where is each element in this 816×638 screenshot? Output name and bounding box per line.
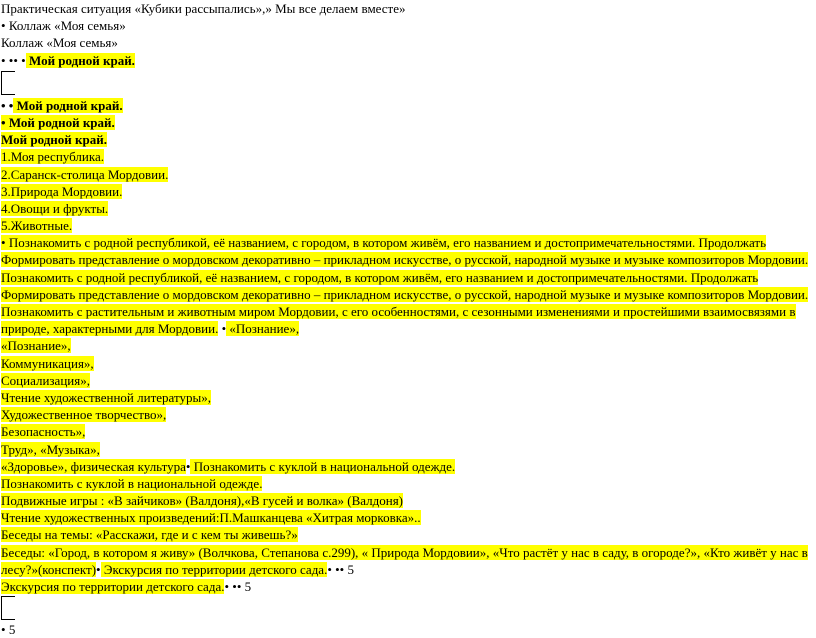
native-land-text: Мой родной край. bbox=[13, 97, 123, 113]
native-land-text: Мой родной край. bbox=[25, 52, 135, 68]
line-conversations-a bbox=[0, 544, 816, 561]
paragraph-2b bbox=[0, 286, 816, 303]
line-native-land-2 bbox=[0, 97, 816, 114]
area-item bbox=[0, 406, 816, 423]
bullet: • bbox=[1, 622, 6, 638]
conversations-text: Беседы: «Город, в котором я живу» (Волчкова, Степанова с.299), « Природа Мордовии», «Что растёт у нас в саду, в огороде?», «Кто живёт у нас в bbox=[1, 544, 808, 560]
number: 5 bbox=[5, 622, 16, 638]
paragraph-3a bbox=[0, 303, 816, 320]
bullets: • •• bbox=[327, 561, 345, 577]
games-text: Подвижные игры : «В зайчиков» (Валдоня),«В гусей и волка» (Валдоня) bbox=[1, 493, 403, 509]
paragraph-text: Познакомить с родной республикой, её названием, с городом, в котором живём, его названием и достопримечательностями. Продолжать bbox=[1, 269, 759, 285]
area-text: Коммуникация», bbox=[1, 355, 94, 371]
line-native-land-3 bbox=[0, 114, 816, 131]
line-native-land-4 bbox=[0, 131, 816, 148]
empty-box bbox=[1, 596, 15, 620]
area-item bbox=[0, 372, 816, 389]
bullet: • bbox=[185, 458, 191, 474]
area-text: Познакомить с куклой в национальной одежде. bbox=[190, 458, 456, 474]
list-item-text: 4.Овощи и фрукты. bbox=[1, 200, 109, 216]
area-text: Труд», «Музыка», bbox=[1, 441, 100, 457]
list-item-text: 5.Животные. bbox=[1, 218, 73, 234]
line-games bbox=[0, 492, 816, 509]
line-collage-bullet bbox=[0, 17, 816, 34]
paragraph-3b bbox=[0, 320, 816, 337]
list-item-text: 1.Моя республика. bbox=[1, 149, 104, 165]
line-native-land-1 bbox=[0, 52, 816, 69]
bullet: • bbox=[1, 235, 6, 251]
area-text: Художественное творчество», bbox=[1, 407, 167, 423]
number: 5 bbox=[344, 561, 354, 577]
area-text: Безопасность», bbox=[1, 424, 86, 440]
talks-text: Беседы на темы: «Расскажи, где и с кем ты живешь?» bbox=[1, 527, 298, 543]
collage-text: Коллаж «Моя семья» bbox=[5, 18, 126, 34]
paragraph-2a bbox=[0, 269, 816, 286]
list-item bbox=[0, 183, 816, 200]
paragraph-text: Формировать представление о мордовском декоративно – прикладном искусстве, о русской, народной музыке и музыке композиторов Мордовии. bbox=[1, 286, 809, 302]
paragraph-text: Формировать представление о мордовском декоративно – прикладном искусстве, о русской, народной музыке и музыке композиторов Мордовии. bbox=[1, 252, 809, 268]
list-item bbox=[0, 200, 816, 217]
list-item bbox=[0, 217, 816, 234]
line-doll bbox=[0, 475, 816, 492]
area-item bbox=[0, 458, 816, 475]
bullet: • bbox=[1, 114, 6, 130]
line-last bbox=[0, 621, 816, 638]
list-item bbox=[0, 166, 816, 183]
list-item bbox=[0, 148, 816, 165]
line-title: Практическая ситуация «Кубики рассыпались»,» Мы все делаем вместе» bbox=[1, 1, 406, 16]
area-item bbox=[0, 423, 816, 440]
conversations-text: лесу?»(конспект) bbox=[1, 561, 97, 577]
bullets: • • bbox=[1, 97, 14, 113]
area-text: «Познание», bbox=[1, 338, 71, 354]
bullet: • bbox=[218, 321, 227, 337]
area-text: «Здоровье», физическая культура bbox=[1, 458, 186, 474]
paragraph-text: «Познание», bbox=[226, 321, 300, 337]
line-collage: Коллаж «Моя семья» bbox=[1, 35, 118, 51]
native-land-text: Мой родной край. bbox=[1, 132, 107, 148]
area-text: Социализация», bbox=[1, 372, 90, 388]
area-item bbox=[0, 337, 816, 354]
line-excursion bbox=[0, 578, 816, 595]
paragraph-text: Познакомить с родной республикой, её названием, с городом, в котором живём, его названием и достопримечательностями. Продолжать bbox=[5, 235, 766, 251]
list-item-text: 3.Природа Мордовии. bbox=[1, 183, 123, 199]
area-item bbox=[0, 441, 816, 458]
bullets: • •• bbox=[224, 579, 242, 594]
area-item bbox=[0, 355, 816, 372]
area-text: Чтение художественной литературы», bbox=[1, 389, 211, 405]
number: 5 bbox=[241, 579, 252, 594]
paragraph-1b bbox=[0, 251, 816, 268]
bullets: • •• • bbox=[1, 52, 26, 68]
area-item bbox=[0, 389, 816, 406]
doll-text: Познакомить с куклой в национальной одежде. bbox=[1, 475, 263, 491]
line-reading bbox=[0, 509, 816, 526]
native-land-text: Мой родной край. bbox=[5, 114, 115, 130]
list-item-text: 2.Саранск-столица Мордовии. bbox=[1, 166, 169, 182]
bullet: • bbox=[1, 18, 6, 34]
paragraph-text: Познакомить с растительным и животным миром Мордовии, с его особенностями, с сезонными изменениями и простейшими взаимосвязями в bbox=[1, 304, 796, 319]
empty-box bbox=[1, 71, 15, 95]
excursion-text: Экскурсия по территории детского сада. bbox=[100, 561, 328, 577]
excursion-text: Экскурсия по территории детского сада. bbox=[1, 579, 225, 594]
paragraph-1a bbox=[0, 234, 816, 251]
paragraph-text: природе, характерными для Мордовии. bbox=[1, 321, 219, 337]
line-talks bbox=[0, 526, 816, 543]
bullet: • bbox=[96, 561, 101, 577]
reading-text: Чтение художественных произведений:П.Машканцева «Хитрая морковка».. bbox=[1, 510, 421, 526]
line-conversations-b bbox=[0, 561, 816, 578]
